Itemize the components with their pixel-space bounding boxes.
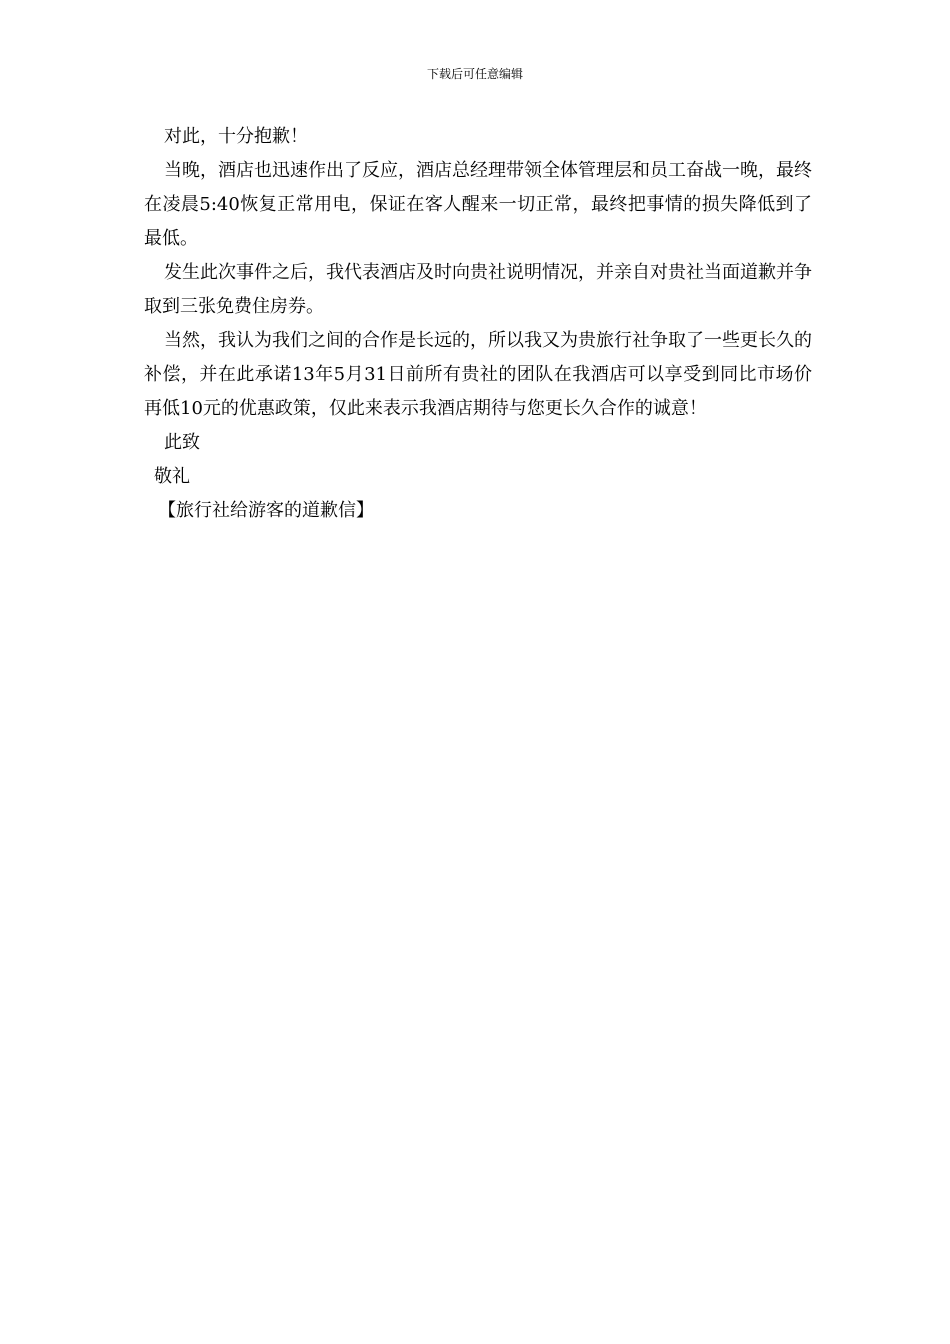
letter-body [144, 120, 812, 528]
regards-line: 敬礼 [154, 466, 190, 487]
closing-line: 此致 [164, 432, 200, 453]
page-header-note: 下载后可任意编辑 [426, 67, 523, 81]
paragraph-explanation: 发生此次事件之后，我代表酒店及时向贵社说明情况，并亲自对贵社当面道歉并争取到三张免费住房券。 [144, 262, 812, 317]
paragraph-apology: 对此，十分抱歉！ [164, 126, 308, 147]
related-article-title: 【旅行社给游客的道歉信】 [158, 500, 374, 521]
paragraph-compensation: 当然，我认为我们之间的合作是长远的，所以我又为贵旅行社争取了一些更长久的补偿，并在此承诺13年5月31日前所有贵社的团队在我酒店可以享受到同比市场价再低10元的优惠政策，仅此来表示我酒店期待与您更长久合作的诚意！ [144, 330, 812, 419]
paragraph-response: 当晚，酒店也迅速作出了反应，酒店总经理带领全体管理层和员工奋战一晚，最终在凌晨5:40恢复正常用电，保证在客人醒来一切正常，最终把事情的损失降低到了最低。 [144, 160, 812, 249]
